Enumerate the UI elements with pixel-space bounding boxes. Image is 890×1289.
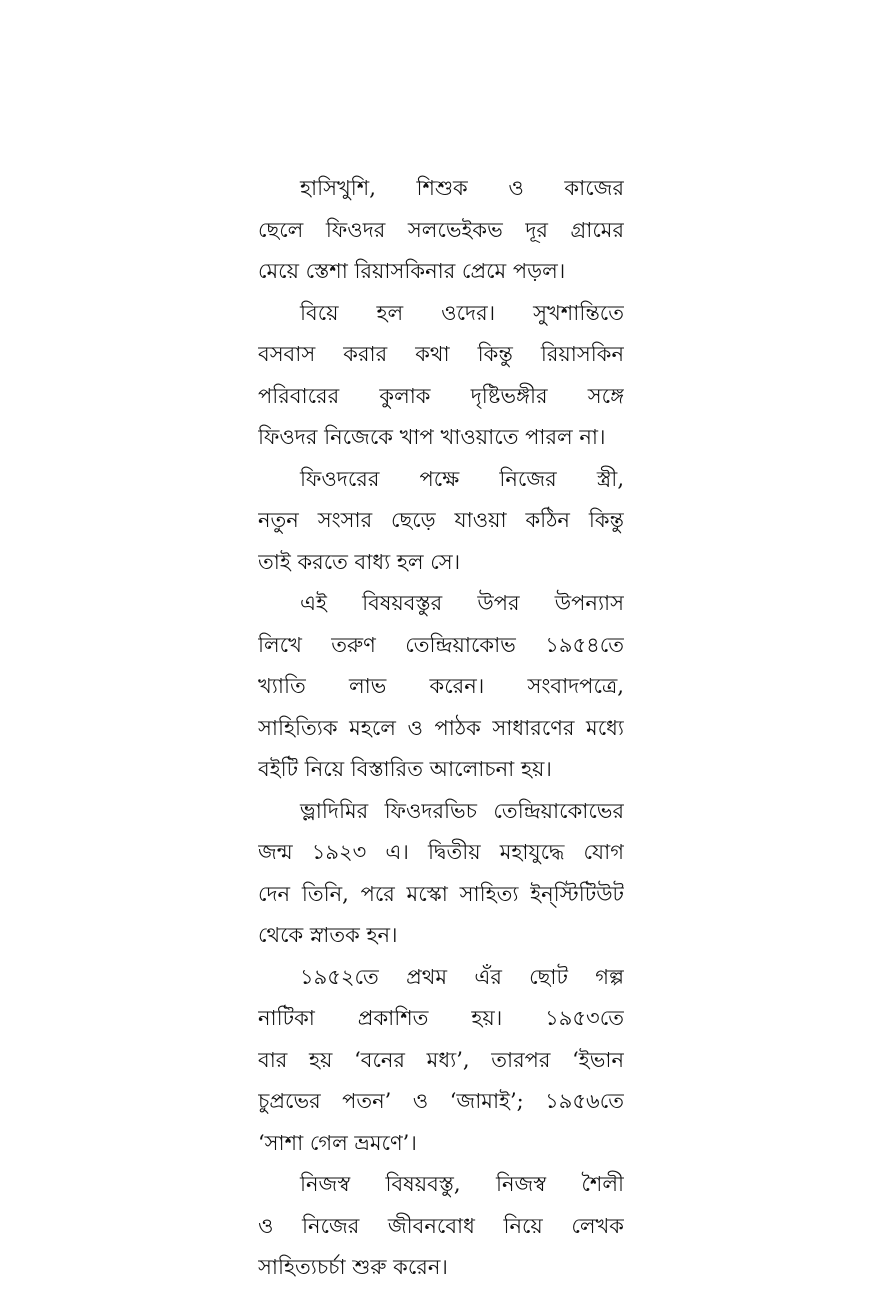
text-line: বসবাস করার কথা কিন্তু রিয়াসকিন — [258, 342, 624, 366]
text-line: বইটি নিয়ে বিস্তারিত আলোচনা হয়। — [258, 757, 552, 781]
text-line: ১৯৫২তে প্রথম এঁর ছোট গল্প — [300, 964, 624, 989]
text-line: নিজস্ব বিষয়বস্তু, নিজস্ব শৈলী — [300, 1172, 624, 1196]
text-line: থেকে স্নাতক হন। — [258, 923, 398, 947]
text-line: জন্ম ১৯২৩ এ। দ্বিতীয় মহাযুদ্ধে যোগ — [258, 840, 624, 864]
text-line: মেয়ে স্তেশা রিয়াসকিনার প্রেমে পড়ল। — [258, 259, 566, 283]
paragraph-7 — [258, 1164, 624, 1289]
text-line: ফিওদর নিজেকে খাপ খাওয়াতে পারল না। — [258, 425, 606, 449]
text-line: লিখে তরুণ তেন্দ্রিয়াকোভ ১৯৫৪তে — [258, 632, 624, 657]
text-line: সাহিত্যিক মহলে ও পাঠক সাধারণের মধ্যে — [258, 715, 624, 740]
text-line: ও নিজের জীবনবোধ নিয়ে লেখক — [258, 1213, 624, 1238]
paragraph-2 — [258, 293, 624, 459]
text-line: এই বিষয়বস্তুর উপর উপন্যাস — [300, 591, 624, 615]
paragraph-5 — [258, 791, 624, 957]
paragraph-3 — [258, 459, 624, 584]
text-line: ছেলে ফিওদর সলভেইকভ দূর গ্রামের — [258, 217, 624, 242]
paragraph-1 — [258, 168, 624, 293]
paragraph-6 — [258, 957, 624, 1165]
paragraph-4 — [258, 583, 624, 791]
text-line: ভ্লাদিমির ফিওদরভিচ তেন্দ্রিয়াকোভের — [300, 798, 624, 823]
text-line: নাটিকা প্রকাশিত হয়। ১৯৫৩তে — [258, 1006, 624, 1030]
text-line: পরিবারের কুলাক দৃষ্টিভঙ্গীর সঙ্গে — [258, 383, 624, 408]
text-line: তাই করতে বাধ্য হল সে। — [258, 549, 461, 574]
text-line: হাসিখুশি, শিশুক ও কাজের — [300, 176, 624, 200]
text-column — [258, 168, 624, 1289]
text-line: চুপ্রভের পতন’ ও ‘জামাই’; ১৯৫৬তে — [258, 1089, 624, 1113]
text-line: খ্যাতি লাভ করেন। সংবাদপত্রে, — [258, 674, 624, 698]
text-line: সাহিত্যচর্চা শুরু করেন। — [258, 1255, 448, 1279]
text-line: নতুন সংসার ছেড়ে যাওয়া কঠিন কিন্তু — [258, 508, 624, 532]
text-line: বিয়ে হল ওদের। সুখশান্তিতে — [300, 300, 624, 325]
text-line: ‘সাশা গেল ভ্রমণে’। — [258, 1130, 417, 1155]
text-line: বার হয় ‘বনের মধ্য’, তারপর ‘ইভান — [258, 1047, 624, 1072]
text-line: ফিওদরের পক্ষে নিজের স্ত্রী, — [300, 466, 624, 491]
text-line: দেন তিনি, পরে মস্কো সাহিত্য ইন্‌স্টিটিউট — [258, 881, 624, 906]
